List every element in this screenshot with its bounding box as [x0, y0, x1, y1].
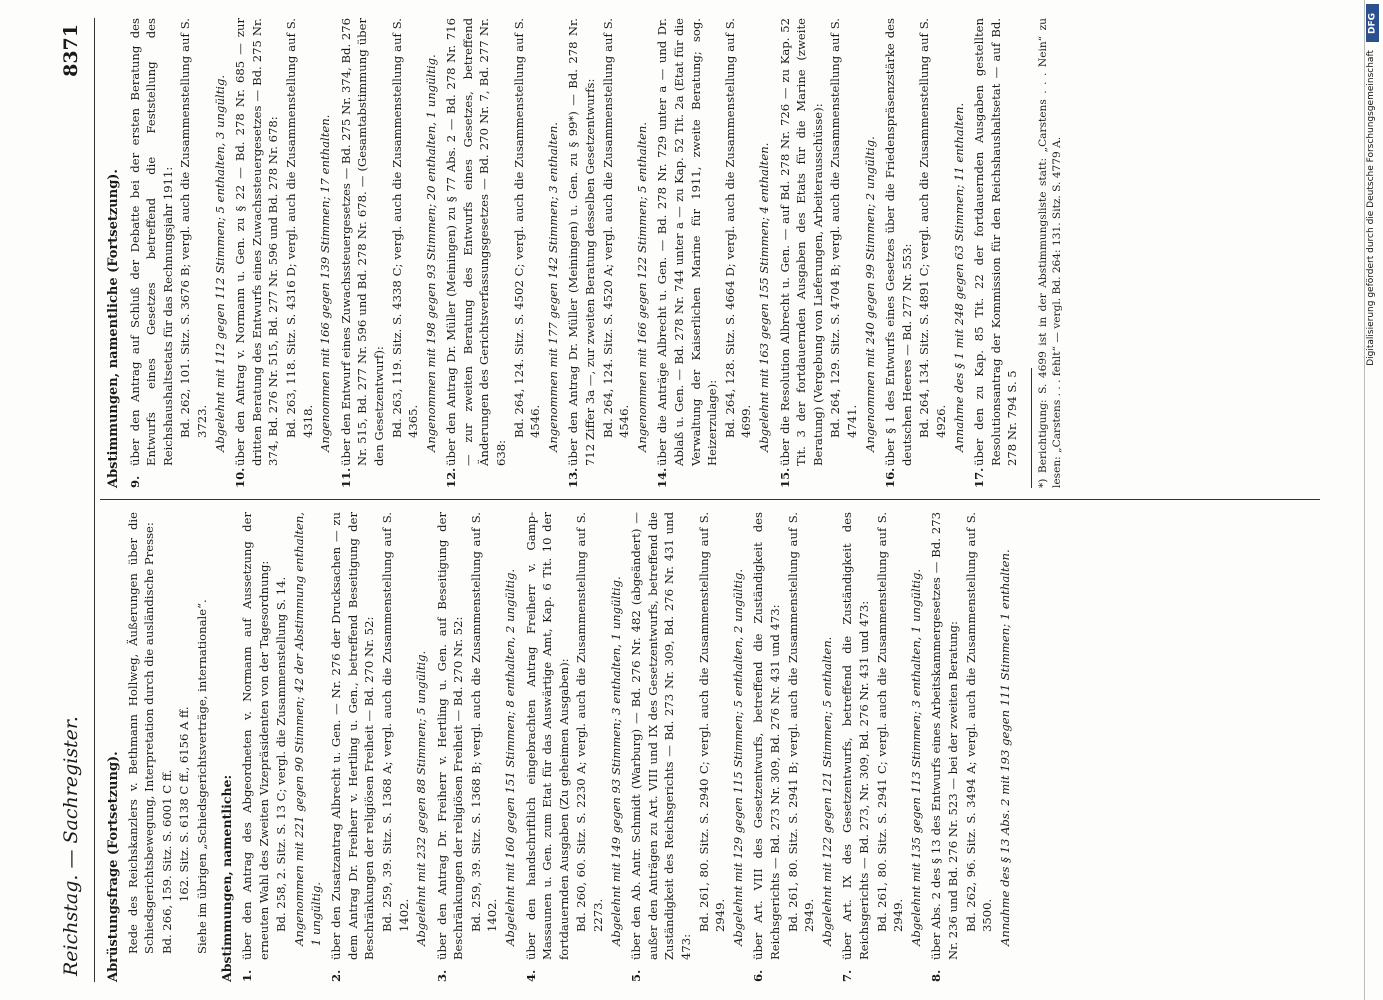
entry-text: über Abs. 2 des § 13 des Entwurfs eines Arbeitskammergesetzes — Bd. 273 Nr. 236 und Bd. 276 Nr. 523 — bei der zweiten Beratung: [929, 512, 960, 960]
entry-text: über den Antrag v. Normann u. Gen. zu § 22 — Bd. 278 Nr. 685 — zur dritten Beratung des Entwurfs eines Zuwachssteuergesetzes — Bd. 275 Nr. 374, Bd. 276 Nr. 515, Bd. 277 Nr. 596 und Bd. 278 Nr. 678: [233, 18, 281, 466]
vote-entry [565, 18, 650, 488]
entry-reference: Bd. 261, 80. Sitz. S. 2941 B; vergl. auch die Zusammenstellung auf S. 2949. [785, 512, 817, 932]
entry-number: 10. [233, 467, 248, 488]
footnote-rule [1031, 368, 1032, 488]
entry-result: Abgelehnt mit 112 gegen 112 Stimmen; 5 enthalten, 3 ungültig. [212, 74, 227, 452]
entry-reference: Bd. 259, 39. Sitz. S. 1368 A; vergl. auch die Zusammenstellung auf S. 1402. [379, 512, 411, 932]
entry-result: Angenommen mit 166 gegen 139 Stimmen; 17 enthalten. [318, 114, 333, 452]
entry-reference: Bd. 261, 80. Sitz. S. 2940 C; vergl. auch die Zusammenstellung auf S. 2949. [696, 512, 728, 932]
entry-reference: Bd. 264, 129. Sitz. S. 4704 B; vergl. auch die Zusammenstellung auf S. 4741. [828, 18, 859, 438]
entry-reference: Bd. 262, 96. Sitz. S. 3494 A; vergl. auch die Zusammenstellung auf S. 3500. [963, 512, 995, 932]
entry-reference: Bd. 262, 101. Sitz. S. 3676 B; vergl. auch die Zusammenstellung auf S. 3723. [178, 18, 209, 438]
vote-entry [628, 512, 746, 982]
entry-text: über den zu Kap. 85 Tit. 22 der fortdauernden Ausgaben gestellten Resolutionsantrag der Kommission für den Reichshaushaltsetat — auf Bd. 278 Nr. 794 S. 5 [972, 18, 1020, 466]
entry-reference: Bd. 264, 124. Sitz. S. 4520 A; vergl. auch die Zusammenstellung auf S. 4546. [600, 18, 632, 438]
entry-number: 6. [751, 969, 766, 982]
entry-result: Angenommen mit 221 gegen 90 Stimmen; 42 der Abstimmung enthalten, 1 ungültig. [291, 512, 323, 946]
entry-text: über § 1 des Entwurfs eines Gesetzes über die Friedenspräsenzstärke des deutschen Heeres — Bd. 277 Nr. 553: [883, 18, 914, 466]
intro-see-also: Siehe im übrigen „Schiedsgerichtsverträge, internationale“. [194, 599, 209, 954]
entry-reference: Bd. 260, 60. Sitz. S. 2230 A; vergl. auch die Zusammenstellung auf S. 2273. [574, 512, 606, 932]
entry-list [239, 512, 1013, 982]
entry-result: Annahme des § 13 Abs. 2 mit 193 gegen 111 Stimmen; 1 enthalten. [997, 549, 1012, 946]
entry-reference: Bd. 258, 2. Sitz. S. 13 C; vergl. die Zusammenstellung S. 14. [274, 576, 289, 932]
entry-text: über die Anträge Albrecht u. Gen. — Bd. 278 Nr. 729 unter a — und Dr. Ablaß u. Gen. — Bd. 278 Nr. 744 unter a — zu Kap. 52 Tit. 2a (Etat für die Verwaltung der Kaiserlichen Marine für 1911, zweite Beratung; sog. Heizerzulage): [655, 18, 720, 466]
entry-number: 4. [523, 969, 538, 982]
entry-result: Abgelehnt mit 163 gegen 155 Stimmen; 4 enthalten. [756, 142, 771, 452]
vote-entry [232, 18, 334, 488]
entry-text: über den Antrag Dr. Müller (Meiningen) u. Gen. zu § 99*) — Bd. 278 Nr. 712 Ziffer 3a —, zur zweiten Beratung desselben Gesetzentwurfs: [566, 18, 598, 466]
entry-list [127, 18, 1021, 488]
column-right [106, 18, 1064, 488]
entry-number: 11. [338, 467, 353, 488]
header-title: Reichstag. — Sachregister. [60, 716, 82, 976]
sub-heading: Abstimmungen, namentliche: [218, 774, 234, 982]
entry-number: 14. [655, 467, 670, 488]
entry-number: 16. [883, 467, 898, 488]
section-heading: Abstimmungen, namentliche (Fortsetzung). [106, 169, 121, 488]
vote-entry [882, 18, 967, 488]
entry-text: über den Antrag Dr. Müller (Meiningen) zu § 77 Abs. 2 — Bd. 278 Nr. 716 — zur zweiten Beratung des Entwurfs eines Gesetzes, betreffend Änderungen des Gerichtsverfassungsgesetzes — Bd. 270 Nr. 7, Bd. 277 Nr. 638: [444, 18, 509, 466]
dfg-credit: Digitalisierung gefördert durch die Deutsche Forschungsgemeinschaft [1366, 50, 1376, 366]
vote-entry [839, 512, 924, 982]
page-number: 8371 [60, 24, 82, 77]
section-heading: Abrüstungsfrage (Fortsetzung). [106, 751, 121, 982]
entry-text: über Art. VIII des Gesetzentwurfs, betreffend die Zuständigkeit des Reichsgerichts — Bd. 273 Nr. 309, Bd. 276 Nr. 431 und 473: [751, 512, 782, 960]
entry-reference: Bd. 264, 134. Sitz. S. 4891 C; vergl. auch die Zusammenstellung auf S. 4926. [917, 18, 948, 438]
entry-text: über den Ab. Antr. Schmidt (Warburg) — Bd. 276 Nr. 482 (abgeändert) — außer den Anträgen zu Art. VIII und IX des Gesetzentwurfs, betreffend die Zuständigkeit des Reichsgerichts — Bd. 273 Nr. 309, Bd. 276 Nr. 431 und 473: [629, 512, 693, 960]
entry-number: 3. [434, 969, 449, 982]
vote-entry [443, 18, 561, 488]
entry-result: Annahme des § 1 mit 248 gegen 63 Stimmen; 11 enthalten. [951, 102, 966, 452]
vote-entry [338, 18, 440, 488]
entry-reference: Bd. 261, 80. Sitz. S. 2941 C; vergl. auch die Zusammenstellung auf S. 2949. [874, 512, 906, 932]
entry-text: über den Entwurf eines Zuwachssteuergesetzes — Bd. 275 Nr. 374, Bd. 276 Nr. 515, Bd. 277 Nr. 596 und Bd. 278 Nr. 678. — (Gesamtabstimmung über den Gesetzentwurf): [338, 18, 386, 466]
vote-entry [239, 512, 324, 982]
intro-ref: 162. Sitz. S. 6138 C ff., 6156 A ff. [177, 706, 192, 902]
entry-reference: Bd. 264, 128. Sitz. S. 4664 D; vergl. auch die Zusammenstellung auf S. 4699. [722, 18, 754, 438]
vote-entry [523, 512, 625, 982]
footnote: *) Berichtigung: S. 4699 ist in der Abstimmungsliste statt: „Carstens . . . Nein“ zu lesen: „Carstens . . . fehlt“ — vergl. Bd. 264: 131. Sitz. S. 4779 A. [1036, 18, 1063, 488]
entry-text: über die Resolution Albrecht u. Gen. — auf Bd. 278 Nr. 726 — zu Kap. 52 Tit. 3 der fortdauernden Ausgaben des Etats für die Marine (zweite Beratung) (Vergebung von Lieferungen, Arbeiterausschüsse): [777, 18, 825, 466]
entry-number: 9. [127, 475, 142, 488]
dfg-logo: DFG [1366, 4, 1379, 42]
entry-text: über Art. IX des Gesetzentwurfs, betreffend die Zuständigkeit des Reichsgerichts — Bd. 273, Nr. 309, Bd. 276 Nr. 431 und 473: [840, 512, 871, 960]
entry-number: 5. [629, 969, 644, 982]
entry-result: Abgelehnt mit 135 gegen 113 Stimmen; 3 enthalten, 1 ungültig. [908, 568, 923, 946]
entry-result: Angenommen mit 198 gegen 93 Stimmen; 20 enthalten, 1 ungültig. [423, 54, 438, 452]
entry-result: Abgelehnt mit 129 gegen 115 Stimmen; 5 enthalten, 2 ungültig. [730, 568, 745, 946]
entry-result: Abgelehnt mit 122 gegen 121 Stimmen; 5 enthalten. [819, 636, 834, 946]
entry-text: über den Antrag auf Schluß der Debatte bei der ersten Beratung des Entwurfs eines Gesetzes betreffend die Feststellung des Reichshaushaltsetats für das Rechnungsjahr 1911: [127, 18, 175, 466]
entry-text: über den Antrag des Abgeordneten v. Normann auf Aussetzung der erneuten Wahl des Zweiten Vizepräsidenten von der Tagesordnung: [240, 512, 271, 960]
entry-number: 15. [777, 467, 792, 488]
vote-entry [928, 512, 1013, 982]
entry-number: 8. [929, 969, 944, 982]
vote-entry [328, 512, 430, 982]
entry-reference: Bd. 259, 39. Sitz. S. 1368 B; vergl. auch die Zusammenstellung auf S. 1402. [468, 512, 500, 932]
entry-number: 17. [972, 467, 987, 488]
entry-result: Angenommen mit 166 gegen 122 Stimmen; 5 enthalten. [634, 122, 649, 452]
digitization-strip [1364, 0, 1381, 1000]
vote-entry [777, 18, 879, 488]
entry-number: 1. [240, 969, 255, 982]
entry-text: über den Zusatzantrag Albrecht u. Gen. — Nr. 276 der Drucksachen — zu dem Antrag Dr. Freiherr v. Hertling u. Gen., betreffend Beseitigung der Beschränkungen der religiösen Freiheit — Bd. 270 Nr. 52: [329, 512, 377, 960]
header-rule [94, 18, 95, 982]
entry-result: Angenommen mit 177 gegen 142 Stimmen; 3 enthalten. [545, 122, 560, 452]
entry-number: 13. [566, 467, 581, 488]
intro-ref: Bd. 266, 159. Sitz. S. 6001 C ff. [159, 769, 174, 954]
entry-result: Abgelehnt mit 149 gegen 93 Stimmen; 3 enthalten, 1 ungültig. [608, 576, 623, 946]
column-divider [100, 499, 1320, 500]
column-left [106, 512, 1015, 982]
entry-result: Angenommen mit 240 gegen 99 Stimmen; 2 ungültig. [862, 136, 877, 452]
entry-text: über den Antrag Dr. Freiherr v. Hertling u. Gen. auf Beseitigung der Beschränkungen der religiösen Freiheit — Bd. 270 Nr. 52: [434, 512, 466, 960]
entry-number: 7. [840, 969, 855, 982]
entry-reference: Bd. 263, 119. Sitz. S. 4338 C; vergl. auch die Zusammenstellung auf S. 4365. [389, 18, 421, 438]
vote-entry [127, 18, 229, 488]
entry-text: über den handschriftlich eingebrachten Antrag Freiherr v. Gamp-Massaunen u. Gen. zum Etat für das Auswärtige Amt, Kap. 6 Tit. 10 der fortdauernden Ausgaben (Zu geheimen Ausgaben): [523, 512, 571, 960]
entry-number: 12. [444, 467, 459, 488]
entry-number: 2. [329, 969, 344, 982]
intro-line: Rede des Reichskanzlers v. Bethmann Hollweg, Äußerungen über die Schiedsgerichtsbewegung, Interpretation durch die ausländische Presse: [125, 512, 157, 954]
vote-entry [654, 18, 772, 488]
running-header [60, 0, 90, 1000]
entry-result: Abgelehnt mit 232 gegen 88 Stimmen; 5 ungültig. [414, 650, 429, 946]
entry-result: Abgelehnt mit 160 gegen 151 Stimmen; 8 enthalten, 2 ungültig. [503, 568, 518, 946]
vote-entry [971, 18, 1021, 488]
entry-reference: Bd. 263, 118. Sitz. S. 4316 D; vergl. auch die Zusammenstellung auf S. 4318. [283, 18, 315, 438]
entry-reference: Bd. 264, 124. Sitz. S. 4502 C; vergl. auch die Zusammenstellung auf S. 4546. [511, 18, 543, 438]
vote-entry [434, 512, 519, 982]
vote-entry [750, 512, 835, 982]
